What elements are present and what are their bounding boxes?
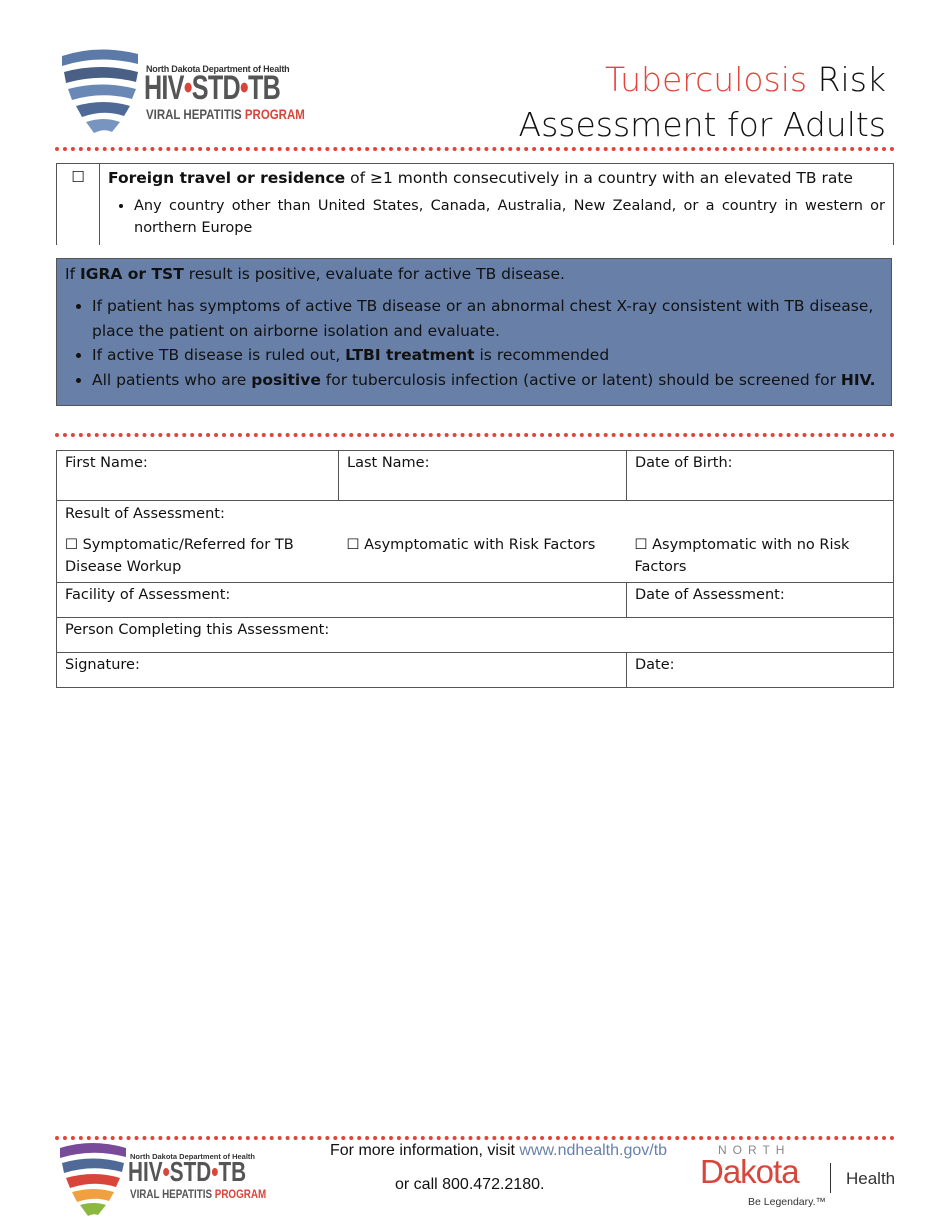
guidance-list — [65, 294, 881, 392]
risk-criteria-table — [56, 163, 894, 245]
logo-hiv: HIV — [144, 69, 184, 107]
result-label: Result of Assessment: — [57, 501, 894, 525]
guidance-item-2: • If active TB disease is ruled out, LTBI treatment is recommended — [92, 343, 881, 368]
north-dakota-health-logo — [698, 1143, 898, 1213]
logo-sub-a: VIRAL HEPATITIS — [146, 106, 242, 122]
title-line-2: Assessment for Adults — [518, 105, 886, 144]
logo-program-name: HIV•STD•TB — [144, 69, 281, 107]
first-name-field[interactable]: First Name: — [57, 451, 339, 501]
foreign-travel-checkbox[interactable]: ☐ — [57, 164, 100, 245]
patient-form — [56, 450, 894, 688]
title-black-word: Risk — [807, 60, 886, 99]
criteria-bullets — [108, 195, 885, 239]
footer-logo-sub: VIRAL HEPATITIS PROGRAM — [130, 1187, 267, 1201]
dotted-divider — [55, 433, 895, 437]
guidance-lead: If IGRA or TST result is positive, evaluate for active TB disease. — [65, 265, 565, 283]
facility-field[interactable]: Facility of Assessment: — [57, 583, 627, 618]
guidance-item-1: • If patient has symptoms of active TB disease or an abnormal chest X-ray consistent with TB disease, place the patient on airborne isolation and evaluate. — [92, 294, 881, 343]
tb-logo-icon — [58, 46, 142, 142]
footer-website-link[interactable]: www.ndhealth.gov/tb — [519, 1142, 668, 1159]
signature-field[interactable]: Signature: — [57, 653, 627, 688]
footer-logo-main: HIV•STD•TB — [128, 1156, 247, 1187]
page-title — [519, 58, 886, 148]
dob-field[interactable]: Date of Birth: — [627, 451, 894, 501]
logo-std: STD — [191, 69, 240, 107]
option-asymptomatic-no-risk[interactable]: ☐ Asymptomatic with no Risk Factors — [627, 524, 894, 583]
person-completing-field[interactable]: Person Completing this Assessment: — [57, 618, 894, 653]
logo-tb: TB — [247, 69, 281, 107]
nd-dakota-text: Dakota — [700, 1153, 799, 1190]
criteria-heading — [108, 167, 885, 189]
criteria-text: of ≥1 month consecutively in a country with an elevated TB rate — [345, 169, 853, 187]
date-of-assessment-field[interactable]: Date of Assessment: — [627, 583, 894, 618]
option-asymptomatic-risk[interactable]: ☐ Asymptomatic with Risk Factors — [339, 524, 627, 583]
logo-sub-b: PROGRAM — [244, 106, 305, 122]
date-field[interactable]: Date: — [627, 653, 894, 688]
logo-org-name: North Dakota Department of Health — [146, 64, 290, 74]
guidance-item-3: • All patients who are positive for tuberculosis infection (active or latent) should be screened for HIV. — [92, 368, 881, 393]
footer-phone: or call 800.472.2180. — [395, 1176, 545, 1193]
nd-health-text: Health — [846, 1169, 896, 1188]
criteria-bold-label: Foreign travel or residence — [108, 169, 346, 187]
nd-separator — [830, 1163, 831, 1193]
footer-logo-mark-icon — [58, 1140, 128, 1218]
last-name-field[interactable]: Last Name: — [339, 451, 627, 501]
program-logo — [58, 46, 308, 142]
nd-north-text: NORTH — [718, 1143, 791, 1157]
footer-logo-org: North Dakota Department of Health — [130, 1152, 256, 1161]
logo-subtitle — [146, 106, 305, 122]
guidance-lead-bold: IGRA or TST — [79, 265, 184, 283]
title-red-word: Tuberculosis — [604, 60, 808, 99]
dotted-divider — [55, 147, 895, 151]
nd-tagline: Be Legendary.™ — [748, 1196, 827, 1208]
footer-logo — [58, 1140, 268, 1220]
footer-info: For more information, visit www.ndhealth.gov/tb — [330, 1142, 668, 1159]
option-symptomatic[interactable]: ☐ Symptomatic/Referred for TB Disease Workup — [57, 524, 339, 583]
guidance-box — [56, 258, 892, 406]
criteria-bullet-item: • Any country other than United States, Canada, Australia, New Zealand, or a country in western or northern Europe — [134, 195, 885, 239]
